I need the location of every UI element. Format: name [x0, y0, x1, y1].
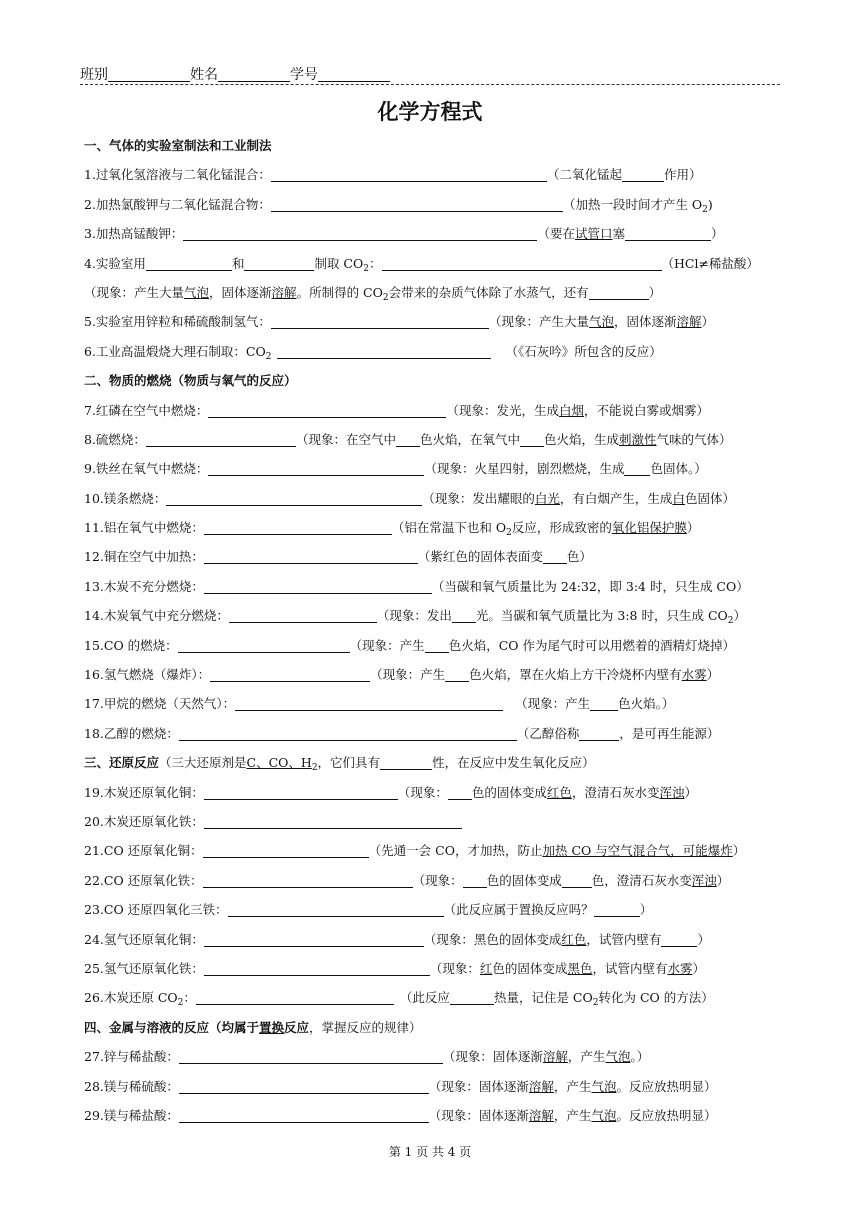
- item-note: 气泡: [591, 1078, 617, 1094]
- item-9: [84, 454, 784, 483]
- item-note: （现象：在空气中: [295, 431, 396, 447]
- item-note: ，澄清石灰水变: [571, 784, 660, 800]
- item-note: 红: [479, 960, 493, 976]
- item-note: 色）: [566, 549, 592, 565]
- equation-blank[interactable]: [382, 256, 662, 271]
- item-3: [84, 219, 784, 248]
- item-note: 作用）: [663, 167, 702, 183]
- item-18: [84, 719, 784, 748]
- section-title: 四、金属与溶液的反应（均属于: [84, 1019, 260, 1035]
- item-label: 26.木炭还原 CO: [84, 990, 178, 1006]
- answer-blank[interactable]: [520, 432, 544, 447]
- equation-blank[interactable]: [204, 549, 418, 564]
- item-note: 加热 CO 与空气混合气，可能爆炸: [542, 843, 733, 859]
- item-22: [84, 866, 784, 895]
- item-note: 溶解: [271, 284, 297, 300]
- equation-blank[interactable]: [183, 226, 537, 241]
- section-note: [246, 755, 318, 774]
- header-divider: [80, 84, 780, 85]
- item-note: 气泡: [591, 1107, 617, 1123]
- answer-blank[interactable]: [425, 638, 449, 653]
- item-note: （现象：: [397, 784, 448, 800]
- item-note: ）: [697, 931, 710, 947]
- item-27: [84, 1042, 784, 1071]
- item-note: （要在: [537, 226, 575, 242]
- item-note: 。反应放热明显）: [616, 1078, 717, 1094]
- equation-blank[interactable]: [203, 873, 413, 888]
- student-info-header: [80, 64, 390, 84]
- item-note: （现象：产生大量: [488, 314, 589, 330]
- item-note: 白: [672, 490, 685, 506]
- item-label: 25.氢气还原氧化铁：: [84, 960, 204, 976]
- subscript: 2: [177, 998, 184, 1009]
- item-note: （: [505, 343, 518, 359]
- equation-blank[interactable]: [204, 520, 392, 535]
- answer-blank[interactable]: [590, 696, 618, 711]
- item-note: 色火焰，在氧气中: [419, 431, 520, 447]
- page-title: 化学方程式: [377, 100, 483, 124]
- page-footer: 第 1 页 共 4 页: [388, 1145, 472, 1159]
- number-field[interactable]: [318, 67, 390, 82]
- item-label: ：: [183, 990, 196, 1006]
- item-8: [84, 425, 784, 454]
- item-19: [84, 778, 784, 807]
- equation-blank[interactable]: [196, 990, 394, 1005]
- item-note: （加热一段时间才产生 O: [562, 196, 703, 212]
- item-label: 27.锌与稀盐酸：: [84, 1049, 179, 1065]
- item-label: 2.加热氯酸钾与二氧化锰混合物：: [84, 196, 271, 212]
- equation-blank[interactable]: [204, 785, 398, 800]
- section-note: 性，在反应中发生氧化反应）: [432, 755, 595, 771]
- answer-blank[interactable]: [625, 226, 711, 241]
- equation-blank[interactable]: [146, 432, 296, 447]
- item-label: 4.实验室用: [84, 255, 146, 271]
- subscript: 2: [265, 351, 272, 362]
- item-note: 水雾: [667, 960, 693, 976]
- item-15: [84, 631, 784, 660]
- item-note: （当碳和氧气质量比为 24:32，即 3:4 时，只生成 CO）: [431, 578, 749, 594]
- subscript: 2: [592, 998, 599, 1009]
- item-note: ，试管内壁有: [586, 931, 662, 947]
- item-24: [84, 925, 784, 954]
- section-note: ，它们具有: [317, 755, 381, 771]
- item-14: [84, 601, 784, 630]
- item-note: ，产生: [567, 1049, 606, 1065]
- item-4: [84, 249, 784, 278]
- item-note: 色火焰，罩在火焰上方干冷烧杯内壁有: [469, 667, 682, 683]
- item-note: （现象：发出: [376, 608, 452, 624]
- item-29: [84, 1101, 784, 1130]
- item-4-phenomenon: [84, 278, 784, 307]
- item-note: （现象：固体逐渐: [428, 1078, 529, 1094]
- item-note: （现象：产生: [349, 637, 425, 653]
- exercise-list: [84, 131, 784, 1130]
- item-note: 气泡: [605, 1049, 631, 1065]
- item-note: ）: [733, 608, 747, 624]
- equation-blank[interactable]: [203, 843, 369, 858]
- section-1-heading: 一、气体的实验室制法和工业制法: [84, 138, 272, 153]
- answer-blank[interactable]: [445, 667, 469, 682]
- item-label: 6.工业高温煅烧大理石制取：CO: [84, 343, 266, 359]
- equation-blank[interactable]: [271, 167, 547, 182]
- item-note: 试管口: [574, 226, 613, 242]
- item-label: 9.铁丝在氧气中燃烧：: [84, 461, 209, 477]
- answer-blank[interactable]: [244, 256, 314, 271]
- name-field[interactable]: [218, 67, 290, 82]
- item-note: 溶解: [528, 1107, 554, 1123]
- item-note: 。反应放热明显）: [616, 1107, 717, 1123]
- subscript: 2: [727, 616, 734, 627]
- item-note: ）: [648, 284, 662, 300]
- item-note: （现象：黑色的固体变成: [423, 931, 562, 947]
- item-note: 溶解: [528, 1078, 554, 1094]
- item-note: 热量，记住是 CO: [493, 990, 593, 1006]
- item-note: 浑浊: [659, 784, 685, 800]
- item-label: 10.镁条燃烧：: [84, 490, 167, 506]
- equation-blank[interactable]: [277, 344, 491, 359]
- item-21: [84, 836, 784, 865]
- equation-blank[interactable]: [229, 608, 377, 623]
- item-11: [84, 513, 784, 542]
- item-note: ，是可再生能源）: [619, 725, 720, 741]
- item-note: ，产生: [553, 1078, 592, 1094]
- item-note: 气泡: [184, 284, 210, 300]
- item-note: 白光: [534, 490, 560, 506]
- item-label: 1.过氧化氢溶液与二氧化锰混合：: [84, 167, 271, 183]
- item-label: 3.加热高锰酸钾：: [84, 226, 184, 242]
- item-note: ，试管内壁有: [592, 960, 668, 976]
- item-note: 。所制得的 CO: [296, 284, 383, 300]
- item-note: （现象：: [412, 872, 463, 888]
- answer-blank[interactable]: [396, 432, 420, 447]
- item-note: 塞: [612, 226, 625, 242]
- item-label: 29.镁与稀盐酸：: [84, 1107, 179, 1123]
- item-note: 气味的气体）: [656, 431, 732, 447]
- item-26: [84, 983, 784, 1012]
- section-title: 三、还原反应: [84, 755, 160, 771]
- item-note: （现象：发光，生成: [446, 402, 559, 418]
- item-17: [84, 689, 784, 718]
- item-20: [84, 807, 784, 836]
- item-label: 23.CO 还原四氧化三铁：: [84, 902, 228, 918]
- item-note: ）: [692, 960, 705, 976]
- item-7: [84, 396, 784, 425]
- item-note: （现象：火星四射，剧烈燃烧，生成: [424, 461, 625, 477]
- item-note: （紫红色的固体表面变: [417, 549, 543, 565]
- item-label: 7.红磷在空气中燃烧：: [84, 402, 209, 418]
- equation-blank[interactable]: [179, 726, 517, 741]
- answer-blank[interactable]: [589, 285, 649, 300]
- class-label: 班别: [80, 67, 108, 83]
- item-note: （此反应属于置换反应吗？: [443, 902, 594, 918]
- subscript: 2: [311, 763, 318, 774]
- item-note: 色火焰，生成: [543, 431, 619, 447]
- section-2-heading: 二、物质的燃烧（物质与氧气的反应）: [84, 373, 297, 389]
- item-note: 。）: [630, 1049, 650, 1065]
- class-field[interactable]: [108, 67, 190, 82]
- item-note: 氧化铝保护膜: [611, 520, 687, 536]
- item-16: [84, 660, 784, 689]
- item-note: ）: [639, 902, 653, 918]
- reducing-agents: C、CO、H: [246, 755, 312, 771]
- item-label: 8.硫燃烧：: [84, 431, 146, 447]
- item-note: 《石灰吟》所包含的反应）: [518, 343, 662, 359]
- answer-blank[interactable]: [450, 990, 494, 1005]
- item-note: （铝在常温下也和 O: [391, 520, 507, 536]
- item-note: （现象：产生: [515, 696, 591, 712]
- answer-blank[interactable]: [463, 873, 487, 888]
- item-note: ）: [710, 226, 724, 242]
- equation-blank[interactable]: [235, 696, 503, 711]
- equation-blank[interactable]: [179, 1079, 429, 1094]
- item-note: 色固体）: [684, 490, 735, 506]
- item-28: [84, 1072, 784, 1101]
- item-note: （此反应: [399, 990, 450, 1006]
- item-note: ）: [706, 667, 720, 683]
- section-title: 置换: [259, 1019, 285, 1035]
- item-note: ）: [686, 520, 700, 536]
- answer-blank[interactable]: [448, 785, 472, 800]
- item-note: （现象：发出耀眼的: [422, 490, 535, 506]
- section-3-heading: [84, 748, 784, 777]
- subscript: 2: [506, 528, 512, 539]
- item-note: 反应，形成致密的: [511, 520, 612, 536]
- item-note: （现象：产生大量: [84, 284, 185, 300]
- item-note: 黑色: [567, 960, 593, 976]
- item-note: ，产生: [553, 1107, 592, 1123]
- item-label: 和: [231, 255, 245, 271]
- item-label: 22.CO 还原氧化铁：: [84, 872, 203, 888]
- item-note: 色，澄清石灰水变: [591, 872, 692, 888]
- item-label: 制取 CO: [314, 255, 364, 271]
- subscript: 2: [702, 204, 708, 215]
- item-note: ): [707, 196, 713, 212]
- item-note: ）: [684, 784, 697, 800]
- item-note: 色的固体变成: [471, 784, 547, 800]
- item-note: （二氧化锰起: [546, 167, 622, 183]
- item-note: ）: [701, 314, 715, 330]
- item-note: ，不能说白雾或烟雾）: [583, 402, 709, 418]
- item-note: 光。当碳和氧气质量比为 3:8 时，只生成 CO: [475, 608, 728, 624]
- section-4-heading: [84, 1013, 784, 1042]
- item-note: 色火焰。）: [618, 696, 675, 712]
- item-label: 19.木炭还原氧化铜：: [84, 784, 204, 800]
- number-label: 学号: [290, 67, 318, 83]
- item-note: 溶解: [676, 314, 702, 330]
- item-note: 转化为 CO 的方法）: [598, 990, 714, 1006]
- item-25: [84, 954, 784, 983]
- name-label: 姓名: [190, 67, 218, 83]
- equation-blank[interactable]: [210, 667, 370, 682]
- item-note: 色的固体变成: [486, 872, 562, 888]
- item-note: （现象：: [429, 960, 480, 976]
- equation-blank[interactable]: [208, 461, 424, 476]
- item-label: 16.氢气燃烧（爆炸）：: [84, 667, 211, 683]
- item-1: [84, 160, 784, 189]
- item-6: [84, 337, 784, 366]
- item-note: 白烟: [558, 402, 584, 418]
- item-note: （现象：固体逐渐: [442, 1049, 543, 1065]
- equation-blank[interactable]: [166, 491, 422, 506]
- item-note: （先通一会 CO，才加热，防止: [368, 843, 543, 859]
- subscript: 2: [363, 263, 369, 274]
- equation-blank[interactable]: [204, 932, 424, 947]
- equation-blank[interactable]: [179, 1108, 429, 1123]
- equation-blank[interactable]: [271, 314, 489, 329]
- item-label: 14.木炭氧气中充分燃烧：: [84, 608, 229, 624]
- item-note: ）: [716, 872, 730, 888]
- item-note: 会带来的杂质气体除了水蒸气，还有: [388, 284, 589, 300]
- answer-blank[interactable]: [380, 755, 432, 770]
- item-note: 气泡: [588, 314, 614, 330]
- answer-blank[interactable]: [543, 549, 567, 564]
- item-label: 18.乙醇的燃烧：: [84, 725, 179, 741]
- equation-blank[interactable]: [204, 961, 430, 976]
- item-note: 溶解: [542, 1049, 568, 1065]
- equation-blank[interactable]: [271, 197, 563, 212]
- item-label: 12.铜在空气中加热：: [84, 549, 204, 565]
- equation-blank[interactable]: [178, 638, 350, 653]
- item-note: ，有白烟产生，生成: [559, 490, 673, 506]
- item-label: 20.木炭还原氧化铁：: [84, 813, 204, 829]
- answer-blank[interactable]: [452, 608, 476, 623]
- item-note: 浑浊: [691, 872, 717, 888]
- item-label: 24.氢气还原氧化铜：: [84, 931, 204, 947]
- item-label: 28.镁与稀硫酸：: [84, 1078, 179, 1094]
- subscript: 2: [382, 292, 389, 303]
- item-note: （现象：产生: [370, 667, 446, 683]
- item-2: [84, 190, 784, 219]
- equation-blank[interactable]: [208, 403, 446, 418]
- equation-blank[interactable]: [228, 902, 444, 917]
- item-10: [84, 484, 784, 513]
- answer-blank[interactable]: [624, 461, 650, 476]
- equation-blank[interactable]: [204, 814, 462, 829]
- section-note: （三大还原剂是: [159, 755, 247, 771]
- item-label: 21.CO 还原氧化铜：: [84, 843, 203, 859]
- equation-blank[interactable]: [179, 1049, 443, 1064]
- item-label: 17.甲烷的燃烧（天然气）：: [84, 696, 236, 712]
- item-note: ）: [732, 843, 746, 859]
- item-label: 5.实验室用锌粒和稀硫酸制氢气：: [84, 314, 271, 330]
- item-note: ，固体逐渐: [613, 314, 677, 330]
- item-note: （乙醇俗称: [516, 725, 580, 741]
- item-note: 红色: [546, 784, 572, 800]
- item-23: [84, 895, 784, 924]
- item-note: 红色: [561, 931, 587, 947]
- item-5: [84, 307, 784, 336]
- item-note: 色火焰，CO 作为尾气时可以用燃着的酒精灯烧掉）: [448, 637, 735, 653]
- answer-blank[interactable]: [661, 932, 697, 947]
- answer-blank[interactable]: [622, 167, 664, 182]
- item-note: ，固体逐渐: [209, 284, 272, 300]
- item-13: [84, 572, 784, 601]
- answer-blank[interactable]: [579, 726, 619, 741]
- item-note: 色固体。）: [650, 461, 707, 477]
- item-note: 刺激性: [618, 431, 657, 447]
- item-12: [84, 542, 784, 571]
- item-note: （HCl≠稀盐酸）: [661, 255, 759, 271]
- item-label: 15.CO 的燃烧：: [84, 637, 178, 653]
- answer-blank[interactable]: [562, 873, 592, 888]
- item-note: 色的固体变成: [492, 960, 568, 976]
- item-note: （现象：固体逐渐: [428, 1107, 529, 1123]
- equation-blank[interactable]: [204, 579, 432, 594]
- item-label: 11.铝在氧气中燃烧：: [84, 520, 204, 536]
- item-label: 13.木炭不充分燃烧：: [84, 578, 204, 594]
- section-title: 反应: [284, 1019, 310, 1035]
- answer-blank[interactable]: [146, 256, 232, 271]
- section-note: ，掌握反应的规律）: [309, 1019, 422, 1035]
- item-note: 水雾: [681, 667, 707, 683]
- item-label: ：: [368, 255, 382, 271]
- answer-blank[interactable]: [594, 902, 640, 917]
